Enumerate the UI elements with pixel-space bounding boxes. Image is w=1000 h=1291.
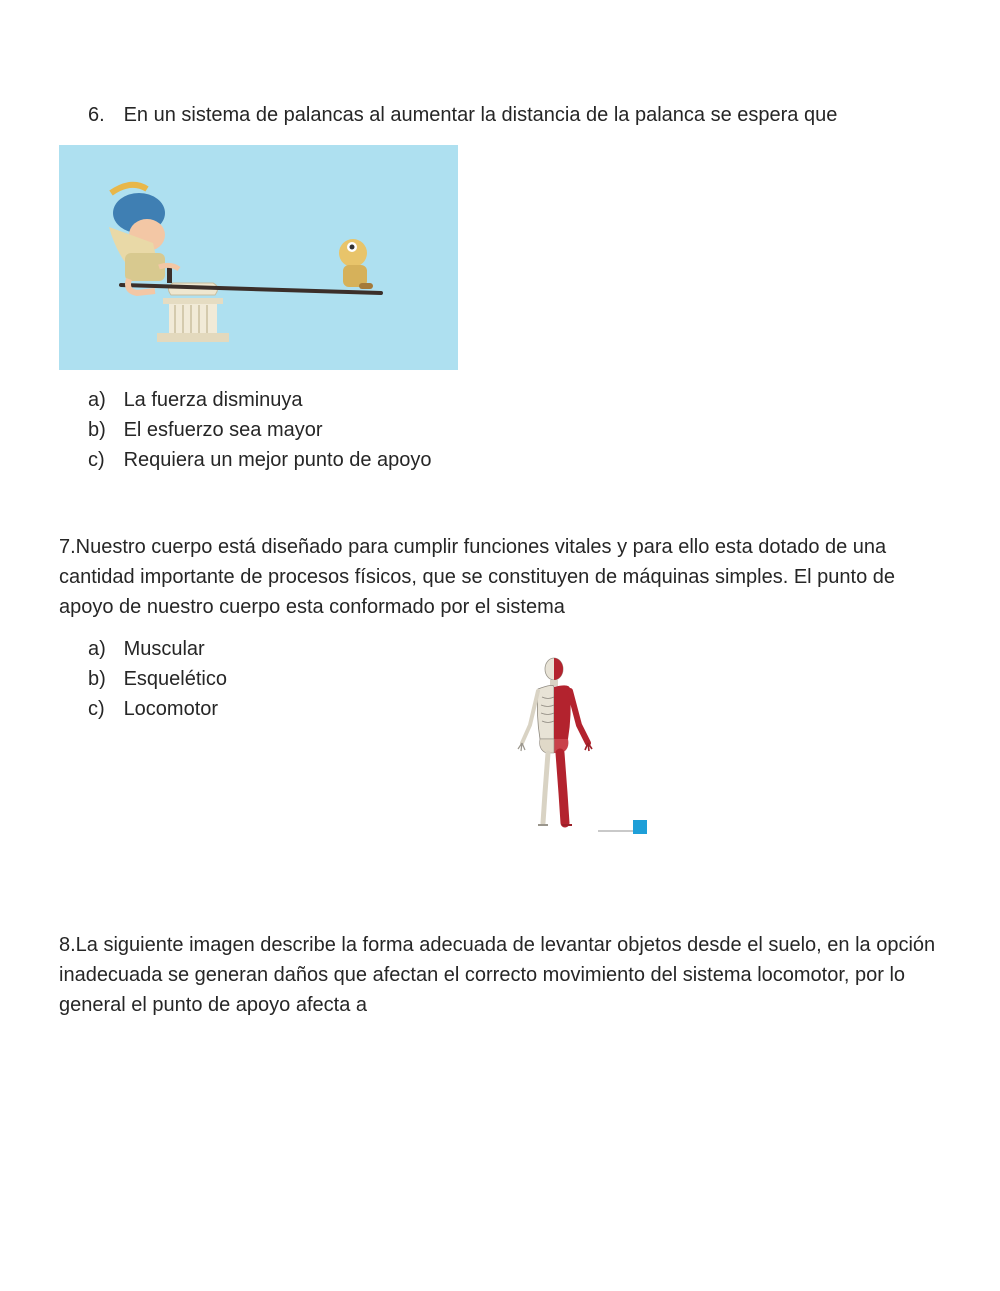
option-letter: b) — [88, 668, 106, 690]
option-text: Muscular — [123, 638, 205, 660]
lever-illustration — [59, 145, 458, 370]
option-letter: b) — [88, 419, 106, 441]
question-6-option-a[interactable] — [88, 385, 303, 415]
question-6-number: 6. — [88, 104, 105, 126]
question-7-option-a[interactable] — [88, 634, 205, 664]
option-text: Esquelético — [123, 668, 227, 690]
question-7-option-b[interactable] — [88, 664, 227, 694]
option-text: Requiera un mejor punto de apoyo — [123, 449, 432, 471]
option-letter: c) — [88, 698, 105, 720]
option-letter: a) — [88, 638, 106, 660]
question-6 — [88, 100, 837, 130]
question-7-text: 7.Nuestro cuerpo está diseñado para cumplir funciones vitales y para ello esta dotado de una cantidad importante de procesos físicos, que se constituyen de máquinas simples. El punto de apoyo de nuestro cuerpo esta conformado por el sistema — [59, 536, 896, 618]
option-letter: a) — [88, 389, 106, 411]
question-6-option-b[interactable] — [88, 415, 323, 445]
question-6-text: En un sistema de palancas al aumentar la distancia de la palanca se espera que — [123, 104, 838, 126]
option-text: El esfuerzo sea mayor — [123, 419, 323, 441]
question-6-option-c[interactable] — [88, 445, 432, 475]
option-text: La fuerza disminuya — [123, 389, 303, 411]
option-letter: c) — [88, 449, 105, 471]
option-text: Locomotor — [123, 698, 219, 720]
question-8-text: 8.La siguiente imagen describe la forma adecuada de levantar objetos desde el suelo, en la opción inadecuada se generan daños que afectan el correcto movimiento del sistema locomotor, por lo general el punto de apoyo afecta a — [59, 934, 936, 1016]
question-7-option-c[interactable] — [88, 694, 218, 724]
anatomy-figure — [508, 655, 653, 840]
